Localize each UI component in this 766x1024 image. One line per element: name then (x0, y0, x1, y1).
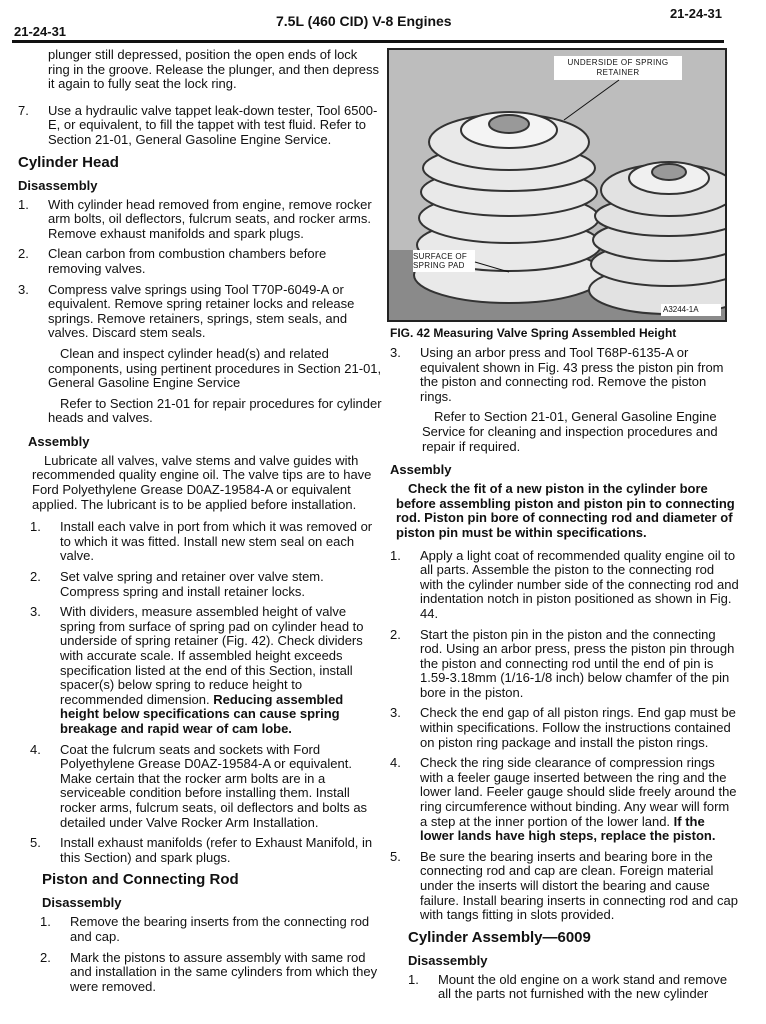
paragraph: Lubricate all valves, valve stems and valve guides with recommended quality engine oil. The valve tips are to have Ford Polyethylene Grease D0AZ-19584-A or equivalent applied. The lubricant is to be applied before installation. (32, 452, 372, 512)
step-number: 3. (18, 281, 29, 297)
step-text: Install exhaust manifolds (refer to Exhaust Manifold, in this Section) and spark plugs. (60, 835, 373, 865)
step-text: With cylinder head removed from engine, remove rocker arm bolts, oil deflectors, fulcrum seats, and rocker arms. Remove exhaust manifolds and spark plugs. (48, 196, 372, 241)
step-text: Coat the fulcrum seats and sockets with Ford Polyethylene Grease D0AZ-19584-A or equivalent. Make certain that the rocker arm bolts are in a serviceable condition before installing them. Install rocker arms, fulcrum seats, oil deflectors and bolts as detailed under Valve Rocker Arm Installation. (60, 741, 368, 830)
left-column (18, 48, 382, 1000)
right-column (390, 346, 740, 1008)
list-item (18, 743, 382, 831)
step-text: Compress valve springs using Tool T70P-6049-A or equivalent. Remove spring retainer locks and release springs. Remove retainers, springs, stem seals, and valves. Discard stem seals. (48, 281, 355, 341)
list-item (390, 706, 740, 750)
page-number-right: 21-24-31 (669, 6, 722, 21)
list-item (18, 836, 382, 865)
step-number: 3. (390, 345, 401, 360)
figure-caption: FIG. 42 Measuring Valve Spring Assembled Height (390, 326, 677, 340)
bold-note: Check the fit of a new piston in the cylinder bore before assembling piston and piston pin to connecting rod. Piston pin bore of connecting rod and diameter of piston pin must be within specifications. (396, 481, 735, 540)
list-item (390, 756, 740, 844)
step-number: 1. (40, 914, 51, 930)
step-text: Mount the old engine on a work stand and remove all the parts not furnished with the new cylinder (438, 971, 728, 1002)
step-text: Apply a light coat of recommended quality engine oil to all parts. Assemble the piston to the connecting rod with the cylinder number side of the connecting rod and indentation notch in piston positioned as shown in Fig. 44. (420, 547, 739, 621)
list-item (390, 850, 740, 923)
step-number: 1. (408, 971, 419, 987)
step-number: 2. (390, 626, 401, 642)
figure-label-top: UNDERSIDE OF SPRING RETAINER (567, 58, 669, 77)
figure-code: A3244-1A (663, 305, 699, 314)
step-number: 5. (30, 835, 41, 851)
step-text: Check the end gap of all piston rings. End gap must be within specifications. Follow the instructions contained on piston ring package and install the piston rings. (420, 705, 736, 750)
running-title: 7.5L (460 CID) V-8 Engines (276, 13, 452, 29)
section-heading-piston-rod: Piston and Connecting Rod (42, 871, 239, 889)
step-text: Check the ring side clearance of compression rings with a feeler gauge inserted between the ring and the lower land. Feeler gauge should slide freely around the ring circumference without binding. Any wear will form a step at the inner portion of the lower land. (420, 755, 737, 829)
step-number: 3. (30, 604, 41, 620)
list-item (18, 951, 382, 995)
step-text-group (60, 605, 382, 736)
figure-photo (387, 48, 727, 322)
list-item (18, 104, 382, 148)
list-item (18, 520, 382, 564)
section-heading-cylinder-assembly: Cylinder Assembly—6009 (408, 928, 591, 946)
subheading-assembly: Assembly (390, 462, 452, 478)
list-item (390, 628, 740, 701)
continued-text: plunger still depressed, position the open ends of lock ring in the groove. Release the plunger, and then depress it again to fully seat the lock ring. (48, 47, 380, 92)
section-heading-cylinder-head: Cylinder Head (18, 153, 119, 171)
step-text: Remove the bearing inserts from the connecting rod and cap. (70, 914, 370, 944)
header-rule (12, 40, 724, 43)
step-number: 4. (390, 755, 401, 771)
step-number: 7. (18, 102, 29, 118)
figure-label-bottom: SURFACE OF SPRING PAD (413, 252, 468, 270)
step-text: Be sure the bearing inserts and bearing bore in the connecting rod and cap are clean. Foreign material under the inserts will distort the bearing and cause failure. Install bearing inserts in connecting rod and cap with tangs fitting in slots provided. (420, 848, 738, 923)
warning-text: Reducing assembled height below specifications can cause spring breakage and rapid wear of cam lobe. (60, 691, 344, 736)
paragraph: Clean and inspect cylinder head(s) and related components, using pertinent procedures in Section 21-01, General Gasoline Engine Service (48, 345, 382, 391)
list-item (390, 549, 740, 622)
step-number: 2. (30, 569, 41, 585)
step-text: Mark the pistons to assure assembly with same rod and installation in the same cylinders from which they were removed. (70, 949, 378, 994)
step-text: Set valve spring and retainer over valve stem. Compress spring and install retainer locks. (60, 569, 324, 599)
step-text: Use a hydraulic valve tappet leak-down tester, Tool 6500-E, or equivalent, to fill the tappet with test fluid. Refer to Section 21-01, General Gasoline Engine Service. (48, 102, 378, 147)
page-number-left: 21-24-31 (14, 24, 67, 39)
subheading-disassembly: Disassembly (18, 177, 98, 193)
list-item (18, 605, 382, 736)
paragraph: Refer to Section 21-01 for repair procedures for cylinder heads and valves. (48, 395, 382, 426)
list-item (18, 198, 382, 242)
step-number: 1. (390, 547, 401, 563)
step-number: 5. (390, 848, 401, 864)
list-item (18, 915, 382, 944)
step-number: 3. (390, 705, 401, 721)
step-text-group (420, 756, 740, 844)
step-number: 2. (40, 949, 51, 965)
step-text: Install each valve in port from which it was removed or to which it was fitted. Install new stem seal on each valve. (60, 519, 373, 564)
subheading-assembly: Assembly (28, 433, 90, 449)
step-number: 4. (30, 741, 41, 757)
step-number: 2. (18, 246, 29, 262)
step-number: 1. (30, 519, 41, 535)
list-item (390, 346, 740, 404)
step-number: 1. (18, 196, 29, 212)
step-text: Clean carbon from combustion chambers before removing valves. (48, 246, 327, 276)
list-item (18, 570, 382, 599)
step-text: Start the piston pin in the piston and the connecting rod. Using an arbor press, press the piston pin through the piston and connecting rod until the end of pin is 1.59-3.18mm (1/16-1/8 inch) below chamfer of the pin bore in the piston. (420, 626, 735, 700)
valve-spring-illustration (389, 50, 725, 320)
list-item (18, 283, 382, 341)
list-item (18, 247, 382, 276)
step-text: Using an arbor press and Tool T68P-6135-A or equivalent shown in Fig. 43 press the piston pin from the piston and connecting rod. Remove the piston rings. (420, 345, 724, 404)
subheading-disassembly: Disassembly (42, 895, 122, 911)
paragraph: Refer to Section 21-01, General Gasoline Engine Service for cleaning and inspection procedures and repair if required. (422, 409, 718, 454)
subheading-disassembly: Disassembly (408, 952, 488, 968)
step-text: With dividers, measure assembled height of valve spring from surface of spring pad on cylinder head to underside of spring retainer (Fig. 42). Check dividers with accurate scale. If assembled height exceeds specification listed at the end of this Section, install spacer(s) below spring to reduce height to recommended dimension. (60, 604, 364, 707)
warning-text: If the lower lands have high steps, replace the piston. (420, 813, 716, 844)
list-item (390, 973, 740, 1002)
